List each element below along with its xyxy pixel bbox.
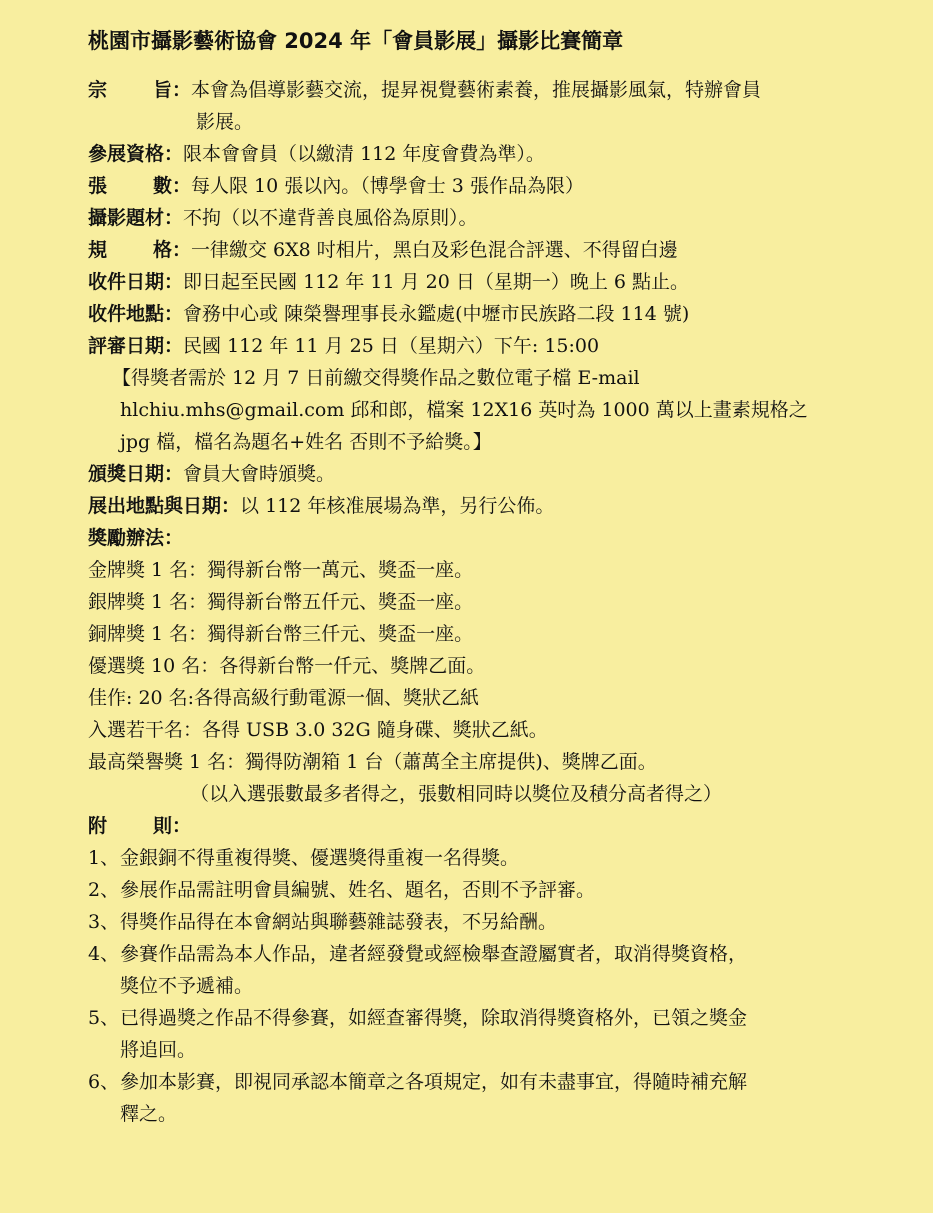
document-title: 桃園市攝影藝術協會 2024 年「會員影展」攝影比賽簡章 bbox=[88, 29, 624, 53]
rule-item bbox=[88, 874, 848, 906]
section-label: 規 格 bbox=[88, 239, 172, 261]
rule-text: 金銀銅不得重複得獎、優選獎得重複一名得獎。 bbox=[120, 847, 520, 869]
section-label: 評審日期 bbox=[88, 335, 165, 357]
rule-number: 5、 bbox=[88, 1007, 120, 1029]
prize-item: 銅牌獎 1 名：獨得新台幣三仟元、獎盃一座。 bbox=[88, 623, 474, 645]
document-page bbox=[88, 26, 848, 1130]
section-value: 一律繳交 6X8 吋相片，黑白及彩色混合評選、不得留白邊 bbox=[191, 239, 678, 261]
rule-text: 參加本影賽，即視同承認本簡章之各項規定，如有未盡事宜，得隨時補充解 bbox=[120, 1071, 748, 1093]
section-award-date: 頒獎日期 ： 會員大會時頒獎。 bbox=[88, 458, 848, 490]
section-value: 會務中心或 陳榮譽理事長永鑑處(中壢市民族路二段 114 號) bbox=[183, 303, 690, 325]
section-location: 收件地點 ： 會務中心或 陳榮譽理事長永鑑處(中壢市民族路二段 114 號) bbox=[88, 298, 848, 330]
section-value-continued: 影展。 bbox=[196, 111, 254, 133]
section-value: 以 112 年核准展場為準，另行公佈。 bbox=[240, 495, 555, 517]
section-eligibility: 參展資格 ： 限本會會員（以繳清 112 年度會費為準）。 bbox=[88, 138, 848, 170]
rule-item bbox=[88, 1066, 848, 1130]
rule-number: 2、 bbox=[88, 879, 120, 901]
section-value: 每人限 10 張以內。（博學會士 3 張作品為限） bbox=[191, 175, 584, 197]
notice-line: 【得獎者需於 12 月 7 日前繳交得獎作品之數位電子檔 E-mail bbox=[112, 367, 640, 389]
rule-item bbox=[88, 1002, 848, 1066]
rule-number: 1、 bbox=[88, 847, 120, 869]
rule-number: 4、 bbox=[88, 943, 120, 965]
section-subject: 攝影題材 ： 不拘（以不違背善良風俗為原則）。 bbox=[88, 202, 848, 234]
section-label: 展出地點與日期 bbox=[88, 495, 222, 517]
prize-item: 優選獎 10 名：各得新台幣一仟元、獎牌乙面。 bbox=[88, 655, 486, 677]
rule-text: 將追回。 bbox=[120, 1039, 197, 1061]
notice-line: hlchiu.mhs@gmail.com 邱和郎，檔案 12X16 英吋為 1000 萬以上畫素規格之 bbox=[120, 399, 808, 421]
section-value: 限本會會員（以繳清 112 年度會費為準）。 bbox=[183, 143, 545, 165]
section-value: 本會為倡導影藝交流，提昇視覺藝術素養，推展攝影風氣，特辦會員 bbox=[191, 79, 762, 101]
prize-item: 最高榮譽獎 1 名：獨得防潮箱 1 台（蕭萬全主席提供)、獎牌乙面。 bbox=[88, 751, 657, 773]
section-value: 會員大會時頒獎。 bbox=[183, 463, 336, 485]
rule-item bbox=[88, 842, 848, 874]
prize-item: 入選若干名：各得 USB 3.0 32G 隨身碟、獎狀乙紙。 bbox=[88, 719, 548, 741]
section-label: 參展資格 bbox=[88, 143, 165, 165]
section-value: 即日起至民國 112 年 11 月 20 日（星期一）晚上 6 點止。 bbox=[183, 271, 690, 293]
rule-text: 得獎作品得在本會網站與聯藝雜誌發表，不另給酬。 bbox=[120, 911, 558, 933]
rule-item bbox=[88, 906, 848, 938]
section-deadline: 收件日期 ： 即日起至民國 112 年 11 月 20 日（星期一）晚上 6 點止。 bbox=[88, 266, 848, 298]
section-value: 民國 112 年 11 月 25 日（星期六）下午: 15:00 bbox=[183, 335, 600, 357]
rule-text: 獎位不予遞補。 bbox=[120, 975, 254, 997]
rule-text: 已得過獎之作品不得參賽，如經查審得獎，除取消得獎資格外，已領之獎金 bbox=[120, 1007, 748, 1029]
section-label: 收件地點 bbox=[88, 303, 165, 325]
section-format: 規 格 ： 一律繳交 6X8 吋相片，黑白及彩色混合評選、不得留白邊 bbox=[88, 234, 848, 266]
section-value: 不拘（以不違背善良風俗為原則）。 bbox=[183, 207, 478, 229]
prizes-heading: 獎勵辦法： bbox=[88, 527, 184, 549]
notice-line: jpg 檔，檔名為題名+姓名 否則不予給獎。】 bbox=[120, 431, 492, 453]
rule-number: 3、 bbox=[88, 911, 120, 933]
prize-item: 金牌獎 1 名：獨得新台幣一萬元、獎盃一座。 bbox=[88, 559, 474, 581]
section-purpose: 宗 旨 ： 本會為倡導影藝交流，提昇視覺藝術素養，推展攝影風氣，特辦會員 bbox=[88, 74, 848, 106]
section-judging-date: 評審日期 ： 民國 112 年 11 月 25 日（星期六）下午: 15:00 bbox=[88, 330, 848, 362]
section-label: 攝影題材 bbox=[88, 207, 165, 229]
prize-note: （以入選張數最多者得之，張數相同時以獎位及積分高者得之） bbox=[190, 783, 723, 805]
section-label: 張 數 bbox=[88, 175, 172, 197]
rule-number: 6、 bbox=[88, 1071, 120, 1093]
prize-item: 銀牌獎 1 名：獨得新台幣五仟元、獎盃一座。 bbox=[88, 591, 474, 613]
rule-text: 參賽作品需為本人作品，違者經發覺或經檢舉查證屬實者，取消得獎資格， bbox=[120, 943, 748, 965]
section-label: 收件日期 bbox=[88, 271, 165, 293]
winner-notice bbox=[88, 362, 848, 458]
rule-text: 參展作品需註明會員編號、姓名、題名，否則不予評審。 bbox=[120, 879, 596, 901]
section-label: 頒獎日期 bbox=[88, 463, 165, 485]
section-label: 宗 旨 bbox=[88, 79, 172, 101]
rule-text: 釋之。 bbox=[120, 1103, 178, 1125]
rules-heading: 附 則 ： bbox=[88, 815, 192, 837]
section-count: 張 數 ： 每人限 10 張以內。（博學會士 3 張作品為限） bbox=[88, 170, 848, 202]
rule-item bbox=[88, 938, 848, 1002]
section-exhibit: 展出地點與日期 ： 以 112 年核准展場為準，另行公佈。 bbox=[88, 490, 848, 522]
prize-item: 佳作: 20 名:各得高級行動電源一個、獎狀乙紙 bbox=[88, 687, 480, 709]
